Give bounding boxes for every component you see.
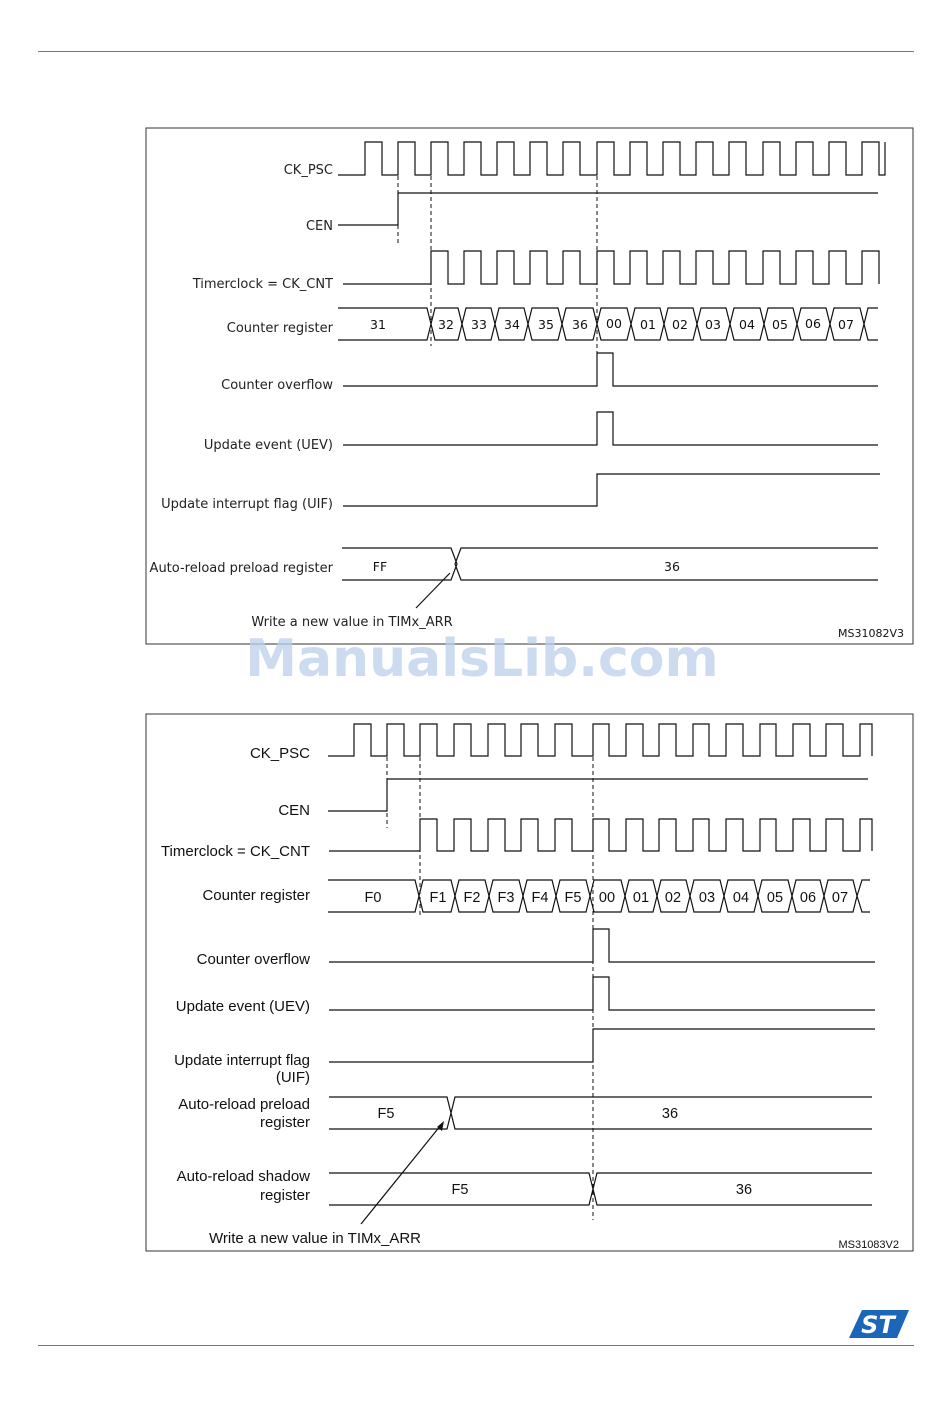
d1-label-uif: Update interrupt flag (UIF)	[161, 497, 333, 512]
d2-counter-value: 03	[698, 890, 716, 906]
d1-counter-value: 02	[672, 317, 688, 332]
d2-counter-value: F3	[497, 890, 515, 906]
d1-counter-value: 07	[838, 317, 854, 332]
d1-label-cen: CEN	[305, 219, 333, 234]
d1-arr-preload-value: FF	[372, 559, 388, 574]
st-logo-text: ST	[861, 1311, 895, 1339]
d2-counter-value: F1	[429, 890, 447, 906]
d2-arr-shadow-value: F5	[451, 1182, 469, 1198]
d1-wave-uif	[343, 474, 880, 506]
d1-label-arr-preload: Auto-reload preload register	[149, 561, 333, 576]
d1-label-timerclock: Timerclock = CK_CNT	[192, 277, 333, 292]
d1-counter-value: 04	[739, 317, 755, 332]
watermark: ManualsLib.com	[245, 629, 719, 689]
d2-label-arr-shadow: register	[259, 1187, 310, 1204]
d1-arr-preload-value: 36	[664, 559, 680, 574]
d2-label-uif: (UIF)	[275, 1069, 310, 1086]
d1-counter-value: 06	[805, 316, 821, 331]
d2-counter-value: 01	[632, 890, 650, 906]
d2-arr-shadow-value: 36	[735, 1182, 753, 1198]
d1-counter-value: 36	[572, 317, 588, 332]
d1-counter-value: 35	[538, 317, 554, 332]
d2-counter-value: 07	[831, 890, 849, 906]
d1-label-counter-register: Counter register	[226, 321, 333, 336]
d2-counter-value: 06	[799, 890, 817, 906]
d1-wave-counter-overflow	[343, 353, 878, 386]
d1-label-update-event: Update event (UEV)	[203, 438, 333, 453]
timing-diagram-1	[146, 128, 913, 644]
d2-wave-update-event	[329, 977, 875, 1010]
d2-annotation-pointer	[361, 1125, 441, 1224]
timing-diagram-2	[146, 714, 913, 1251]
d1-label-counter-overflow: Counter overflow	[221, 378, 333, 393]
d2-wave-counter-overflow	[329, 929, 875, 962]
d2-counter-value: 00	[598, 890, 616, 906]
d2-annotation: Write a new value in TIMx_ARR	[208, 1230, 422, 1247]
d2-label-ck-psc: CK_PSC	[249, 745, 310, 762]
d2-label-cen: CEN	[278, 802, 310, 819]
d2-counter-value: F4	[531, 890, 549, 906]
d1-annotation-pointer	[416, 573, 450, 608]
d2-arr-preload-value: 36	[661, 1106, 679, 1122]
d1-counter-value: 03	[705, 317, 721, 332]
d2-counter-value: 04	[732, 890, 750, 906]
d1-wave-timerclock	[343, 251, 879, 284]
d2-counter-value: F2	[463, 890, 481, 906]
d2-label-uif: Update interrupt flag	[174, 1052, 310, 1069]
d2-arr-preload-value: F5	[377, 1106, 395, 1122]
d1-counter-value: 32	[438, 317, 454, 332]
st-logo	[849, 1310, 909, 1339]
d1-wave-arr-preload	[342, 548, 878, 580]
d1-counter-value: 31	[370, 317, 386, 332]
d1-counter-value: 00	[606, 316, 622, 331]
d2-wave-arr-preload	[329, 1097, 872, 1129]
d2-wave-timerclock	[329, 819, 872, 851]
d2-label-counter-register: Counter register	[202, 887, 310, 904]
d2-wave-cen	[328, 779, 868, 811]
d1-counter-value: 34	[504, 317, 520, 332]
d1-wave-update-event	[343, 412, 878, 445]
d1-counter-value: 33	[471, 317, 487, 332]
d2-counter-value: 02	[664, 890, 682, 906]
d2-label-arr-preload: Auto-reload preload	[178, 1096, 310, 1113]
d1-annotation: Write a new value in TIMx_ARR	[251, 615, 453, 630]
d1-figure-code: MS31082V3	[838, 627, 904, 640]
d2-label-timerclock: Timerclock = CK_CNT	[160, 843, 310, 860]
d1-wave-ck-psc	[338, 142, 885, 175]
d2-figure-code: MS31083V2	[838, 1239, 899, 1251]
d1-counter-value: 01	[640, 317, 656, 332]
d1-label-ck-psc: CK_PSC	[283, 163, 333, 178]
d1-counter-value: 05	[772, 317, 788, 332]
d2-counter-value: 05	[766, 890, 784, 906]
d2-wave-arr-shadow	[329, 1173, 872, 1205]
d1-wave-cen	[338, 193, 878, 225]
d2-label-update-event: Update event (UEV)	[175, 998, 310, 1015]
d2-label-counter-overflow: Counter overflow	[196, 951, 310, 968]
d2-label-arr-shadow: Auto-reload shadow	[176, 1168, 310, 1185]
d2-counter-value: F0	[364, 890, 382, 906]
d2-counter-value: F5	[564, 890, 582, 906]
d2-wave-ck-psc	[328, 724, 872, 756]
d2-label-arr-preload: register	[259, 1114, 310, 1131]
d2-wave-uif	[329, 1029, 875, 1062]
